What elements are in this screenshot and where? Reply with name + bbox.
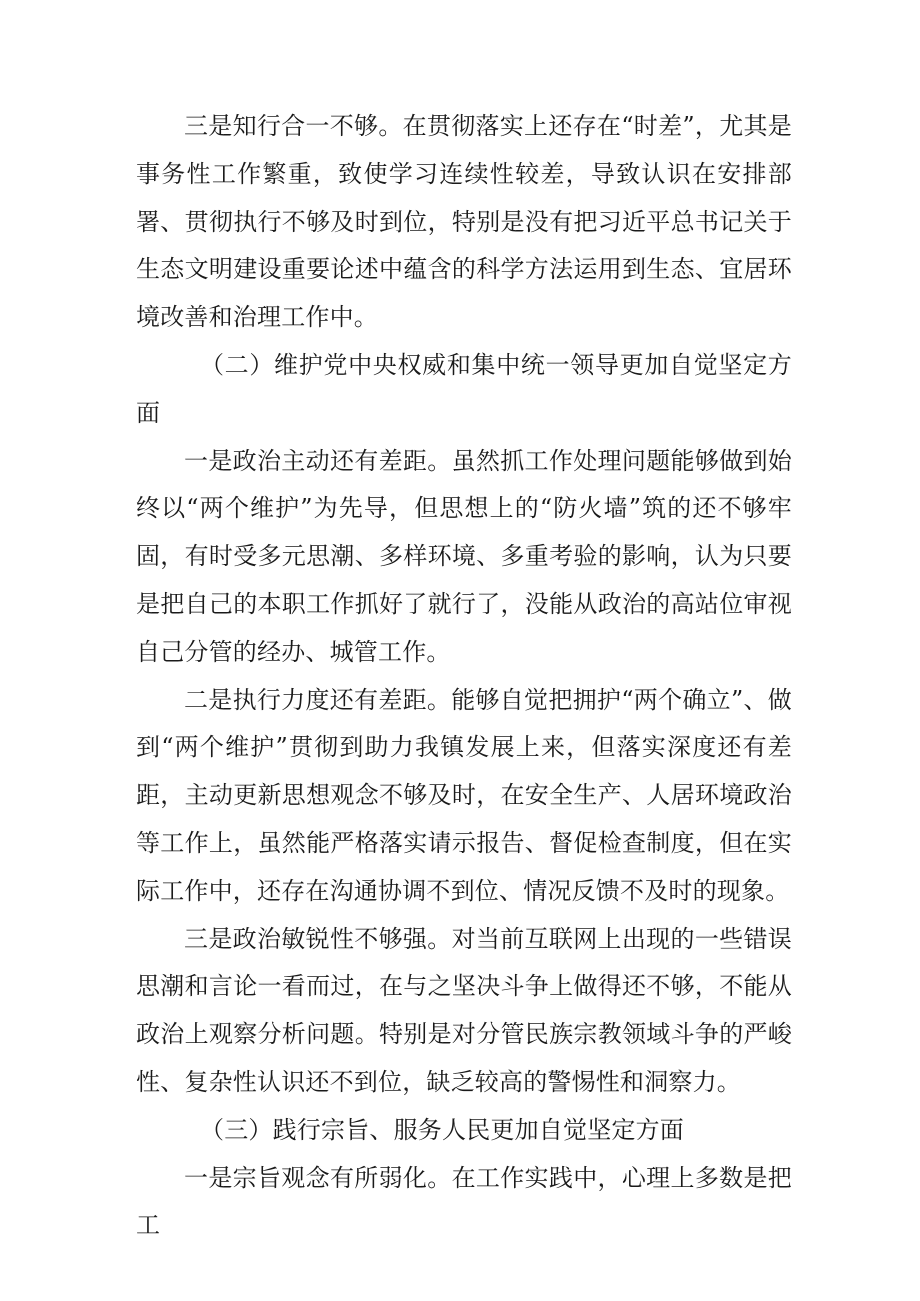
section-heading-2: （二）维护党中央权威和集中统一领导更加自觉坚定方面 bbox=[136, 350, 792, 427]
paragraph-zongzhi-guannian: 一是宗旨观念有所弱化。在工作实践中，心理上多数是把工 bbox=[136, 1163, 792, 1240]
paragraph-zhengzhi-zhudong: 一是政治主动还有差距。虽然抓工作处理问题能够做到始终以“两个维护”为先导，但思想上的“防火墙”筑的还不够牢固，有时受多元思潮、多样环境、多重考验的影响，认为只要是把自己的本职工作抓好了就行了，没能从政治的高站位审视自己分管的经办、城管工作。 bbox=[136, 446, 792, 666]
paragraph-zhengzhi-minruixing: 三是政治敏锐性不够强。对当前互联网上出现的一些错误思潮和言论一看而过，在与之坚决斗争上做得还不够，不能从政治上观察分析问题。特别是对分管民族宗教领域斗争的严峻性、复杂性认识还不到位，缺乏较高的警惕性和洞察力。 bbox=[136, 924, 792, 1096]
document-body bbox=[136, 103, 792, 1250]
paragraph-zhixing: 三是知行合一不够。在贯彻落实上还存在“时差”，尤其是事务性工作繁重，致使学习连续性较差，导致认识在安排部署、贯彻执行不够及时到位，特别是没有把习近平总书记关于生态文明建设重要论述中蕴含的科学方法运用到生态、宜居环境改善和治理工作中。 bbox=[136, 112, 792, 332]
paragraph-zhixing-lidu: 二是执行力度还有差距。能够自觉把拥护“两个确立”、做到“两个维护”贯彻到助力我镇发展上来，但落实深度还有差距，主动更新思想观念不够及时，在安全生产、人居环境政治等工作上，虽然能严格落实请示报告、督促检查制度，但在实际工作中，还存在沟通协调不到位、情况反馈不及时的现象。 bbox=[136, 685, 792, 905]
section-heading-3: （三）践行宗旨、服务人民更加自觉坚定方面 bbox=[200, 1115, 684, 1144]
